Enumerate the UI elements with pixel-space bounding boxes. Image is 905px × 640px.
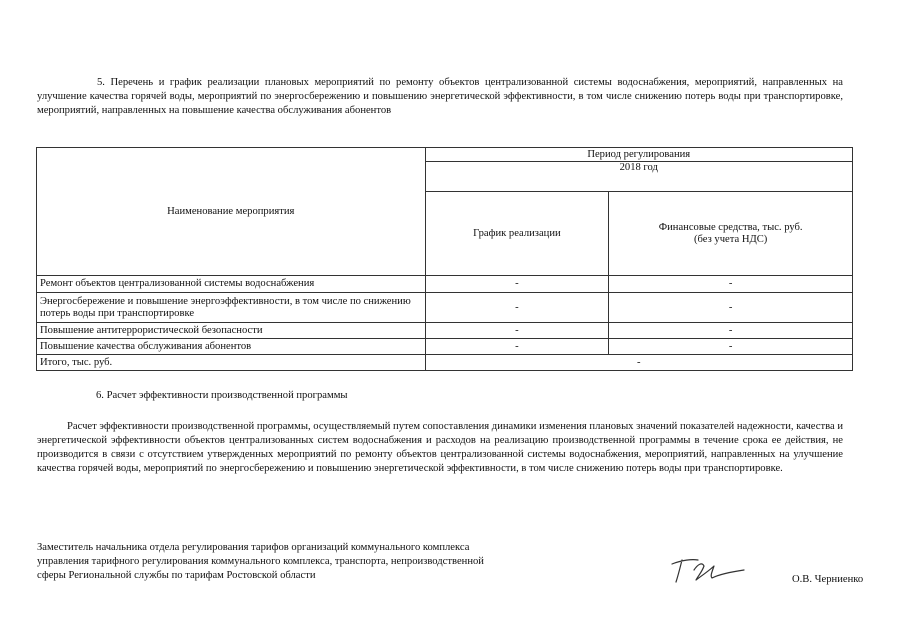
signer-line-3: сферы Региональной службы по тарифам Ростовской области (37, 570, 316, 581)
section-6-body: Расчет эффективности производственной программы, осуществляемый путем сопоставления динамики изменения плановых значений показателей надежности, качества и энергетической эффективности объектов централизованных систем водоснабжения и расходов на реализацию производственной программы в течение срока ее действия, не производится в связи с отсутствием утвержденных мероприятий по ремонту объектов централизованной системы водоснабжения, мероприятий, направленных на улучшение качества горячей воды, мероприятий по энергосбережению и повышению энергетической эффективности, в том числе снижению потерь воды при транспортировке. (37, 421, 843, 474)
signer-line-2: управления тарифного регулирования коммунального комплекса, транспорта, непроизводственной (37, 556, 484, 567)
row-name: Повышение качества обслуживания абонентов (37, 339, 426, 355)
table-row (37, 276, 853, 293)
row-name: Ремонт объектов централизованной системы водоснабжения (37, 276, 426, 293)
section-5-heading: 5. Перечень и график реализации плановых мероприятий по ремонту объектов централизованной системы водоснабжения, мероприятий, направленных на улучшение качества горячей воды, мероприятий по энергосбережению и повышению энергетической эффективности, в том числе снижению потерь воды при транспортировке, мероприятий, направленных на повышение качества обслуживания абонентов (37, 77, 843, 116)
table-row (37, 323, 853, 339)
signature-icon (668, 550, 748, 586)
section-6-heading: 6. Расчет эффективности производственной программы (96, 390, 348, 401)
total-label: Итого, тыс. руб. (37, 355, 426, 371)
header-finance-line2: (без учета НДС) (693, 233, 768, 245)
signer-position (37, 541, 617, 583)
row-schedule: - (425, 323, 609, 339)
header-schedule: График реализации (425, 192, 609, 276)
row-finance: - (609, 293, 853, 323)
row-schedule: - (425, 339, 609, 355)
row-name: Энергосбережение и повышение энергоэффективности, в том числе по снижению потерь воды при транспортировке (37, 293, 426, 323)
measures-table (36, 147, 853, 371)
total-value: - (425, 355, 852, 371)
row-finance: - (609, 276, 853, 293)
header-period: Период регулирования (425, 148, 852, 162)
row-name: Повышение антитеррористической безопасности (37, 323, 426, 339)
signer-line-1: Заместитель начальника отдела регулирования тарифов организаций коммунального комплекса (37, 542, 470, 553)
row-finance: - (609, 339, 853, 355)
header-finance (609, 192, 853, 276)
row-schedule: - (425, 276, 609, 293)
header-finance-line1: Финансовые средства, тыс. руб. (658, 221, 803, 233)
table-row (37, 339, 853, 355)
signer-name: О.В. Черниенко (792, 574, 864, 585)
table-row (37, 293, 853, 323)
header-measure-name: Наименование мероприятия (37, 148, 426, 276)
header-year: 2018 год (425, 162, 852, 192)
table-total-row (37, 355, 853, 371)
row-schedule: - (425, 293, 609, 323)
row-finance: - (609, 323, 853, 339)
